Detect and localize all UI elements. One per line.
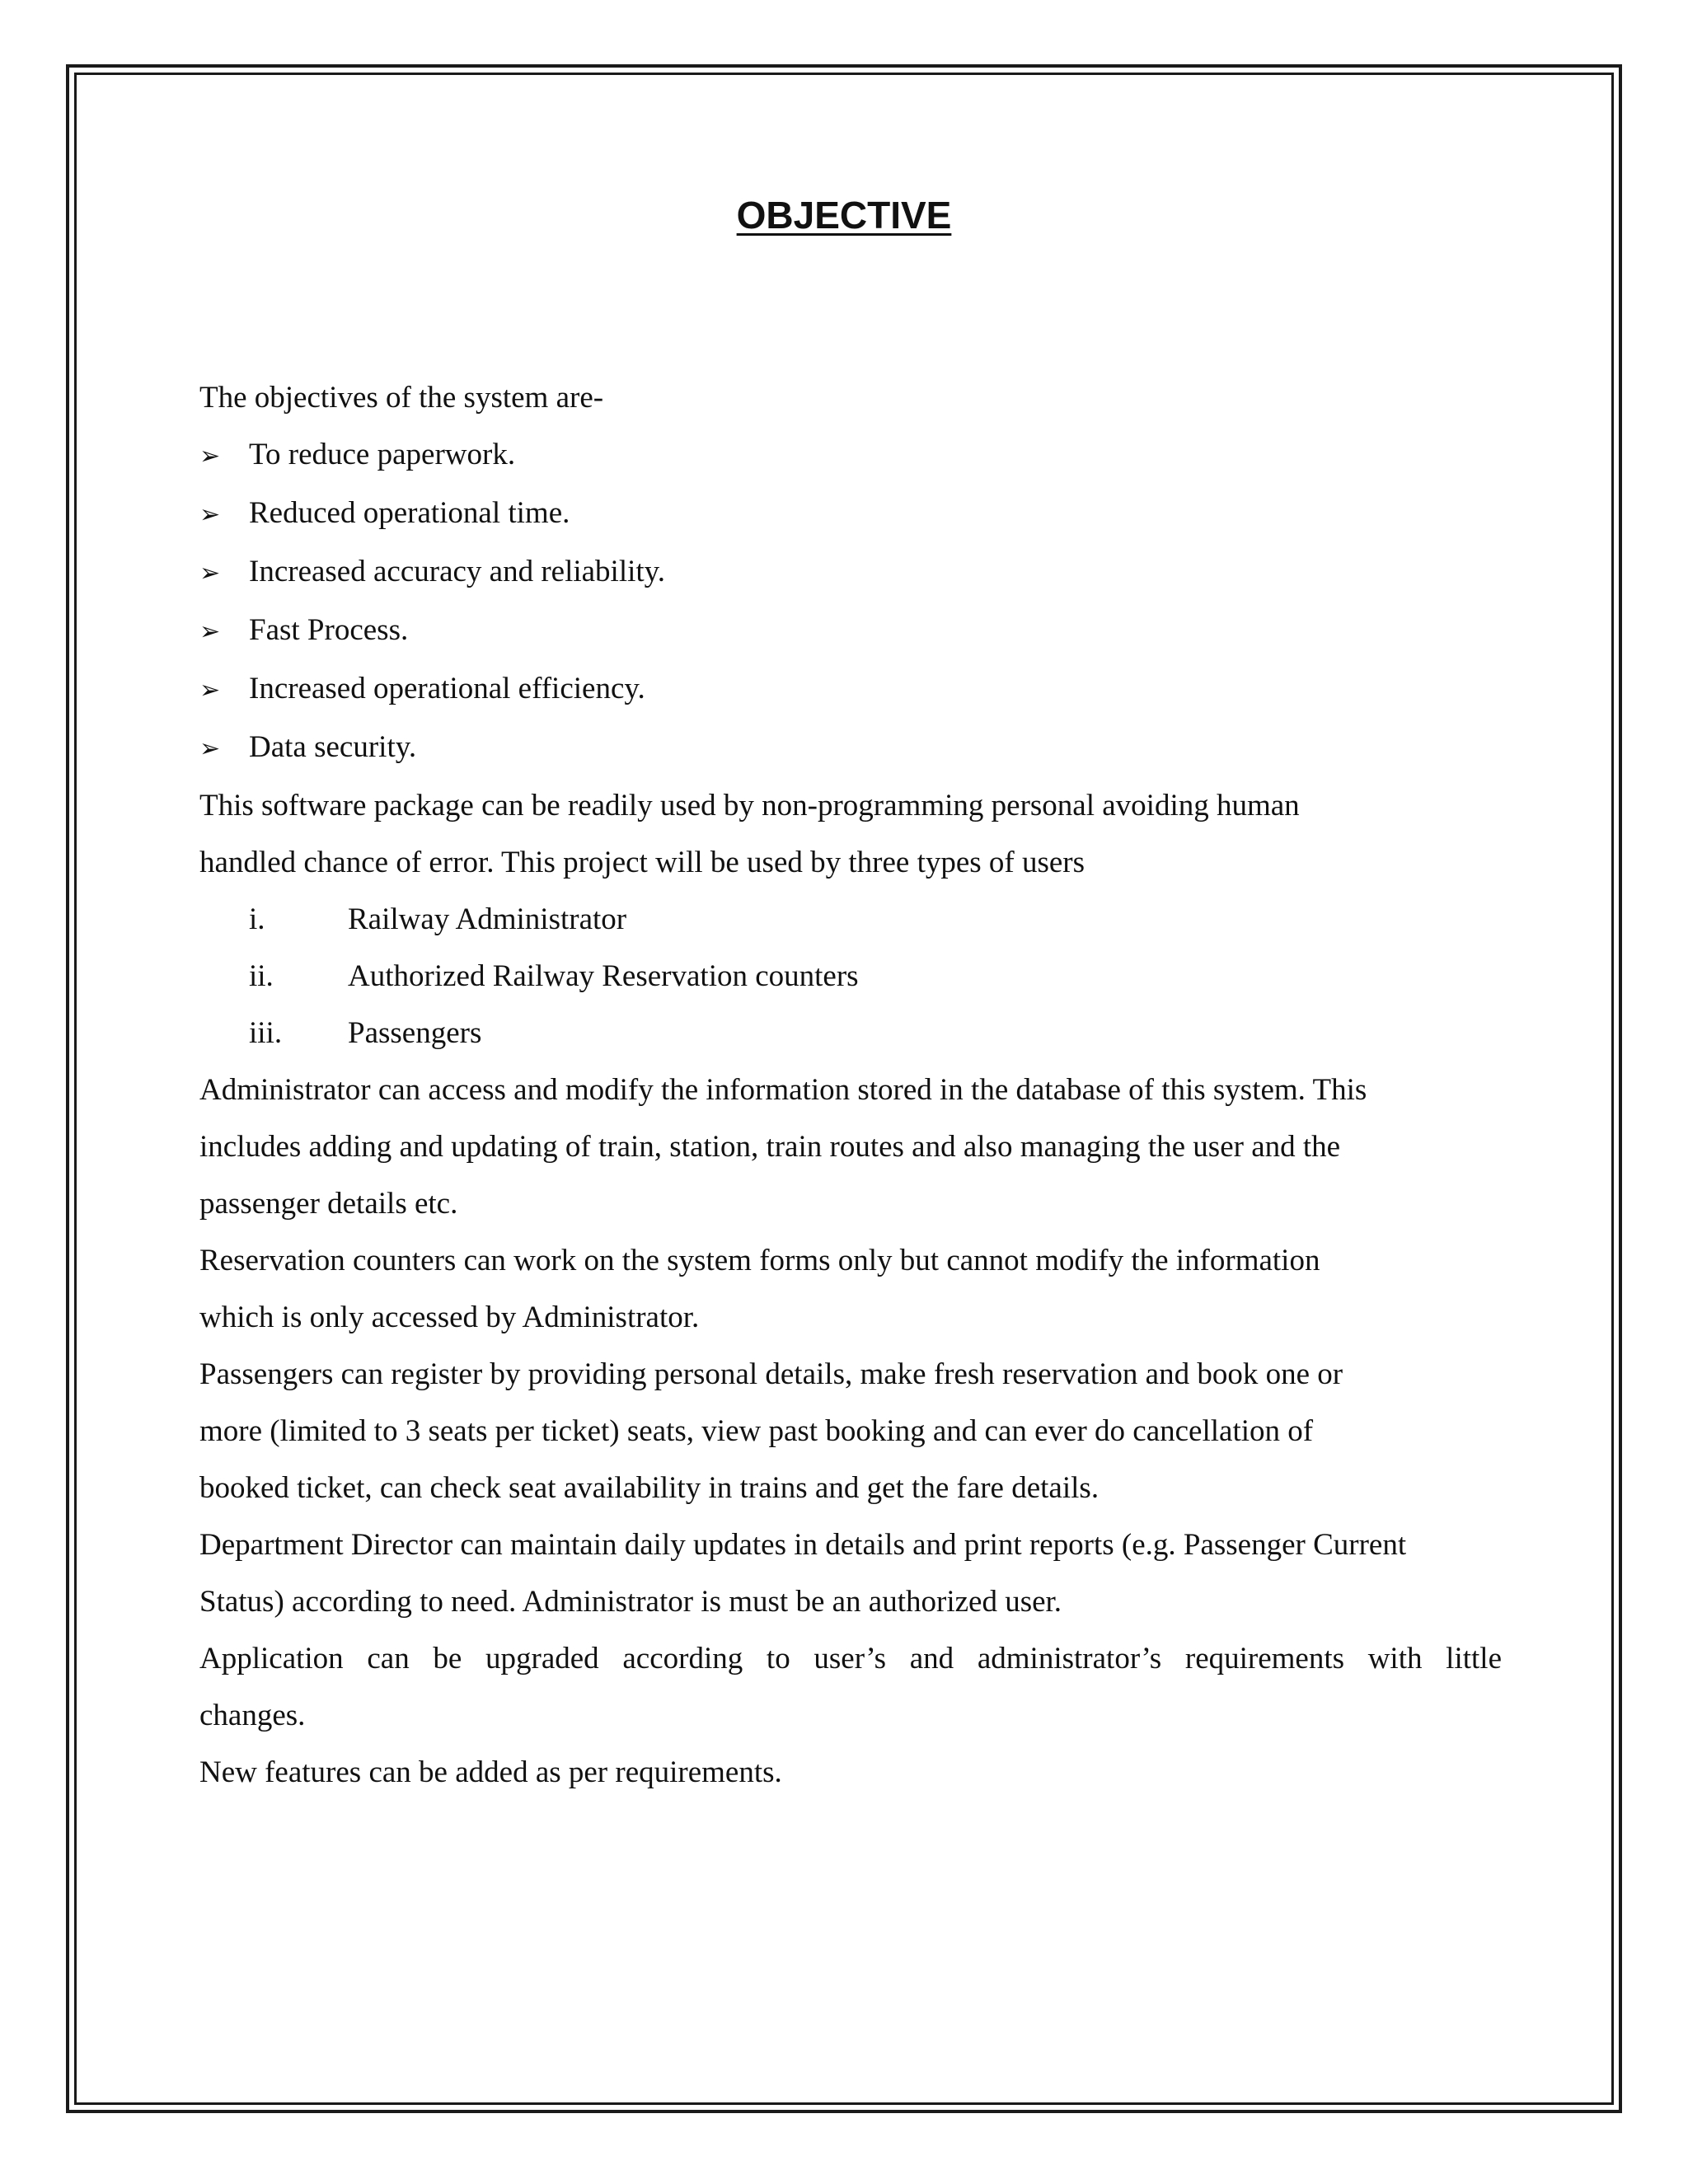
list-item bbox=[199, 543, 1502, 602]
user-type-label: Authorized Railway Reservation counters bbox=[348, 959, 859, 993]
list-item bbox=[199, 602, 1502, 660]
list-item bbox=[199, 660, 1502, 719]
paragraph-passengers-line: booked ticket, can check seat availability in trains and get the fare details. bbox=[199, 1471, 1100, 1505]
arrow-bullet-icon: ➢ bbox=[199, 676, 221, 705]
bullet-text: Fast Process. bbox=[249, 613, 409, 647]
list-item bbox=[199, 485, 1502, 543]
arrow-bullet-icon: ➢ bbox=[199, 734, 221, 763]
arrow-bullet-icon: ➢ bbox=[199, 559, 221, 588]
user-type-number: ii. bbox=[249, 959, 274, 993]
paragraph-admin-line: includes adding and updating of train, station, train routes and also managing the user and the bbox=[199, 1130, 1341, 1164]
user-type-item bbox=[199, 948, 1502, 1005]
bullet-text: Reduced operational time. bbox=[249, 496, 570, 530]
paragraph-users-line: This software package can be readily used by non-programming personal avoiding human bbox=[199, 789, 1300, 823]
paragraph-users-line: handled chance of error. This project will be used by three types of users bbox=[199, 846, 1085, 879]
bullet-text: Increased accuracy and reliability. bbox=[249, 555, 666, 588]
paragraph-admin-line: passenger details etc. bbox=[199, 1187, 458, 1221]
user-type-label: Railway Administrator bbox=[348, 902, 627, 936]
user-type-number: i. bbox=[249, 902, 265, 936]
paragraph-counters-line: which is only accessed by Administrator. bbox=[199, 1301, 700, 1334]
arrow-bullet-icon: ➢ bbox=[199, 617, 221, 646]
paragraph-features: New features can be added as per requirements. bbox=[199, 1755, 782, 1789]
intro-text: The objectives of the system are- bbox=[199, 381, 604, 415]
bullet-text: To reduce paperwork. bbox=[249, 438, 516, 471]
paragraph-director-line: Status) according to need. Administrator is must be an authorized user. bbox=[199, 1585, 1062, 1619]
user-type-item bbox=[199, 891, 1502, 948]
arrow-bullet-icon: ➢ bbox=[199, 500, 221, 529]
paragraph-passengers-line: more (limited to 3 seats per ticket) seats, view past booking and can ever do cancellation of bbox=[199, 1414, 1314, 1448]
paragraph-upgrade-line: changes. bbox=[199, 1699, 306, 1732]
arrow-bullet-icon: ➢ bbox=[199, 442, 221, 471]
user-type-item bbox=[199, 1005, 1502, 1062]
user-type-label: Passengers bbox=[348, 1016, 482, 1050]
page-title: OBJECTIVE bbox=[736, 194, 952, 237]
user-type-number: iii. bbox=[249, 1016, 283, 1050]
paragraph-director-line: Department Director can maintain daily updates in details and print reports (e.g. Passenger Current bbox=[199, 1528, 1407, 1562]
paragraph-upgrade-line: Application can be upgraded according to user’s and administrator’s requirements with little bbox=[199, 1642, 1502, 1675]
list-item bbox=[199, 426, 1502, 485]
bullet-text: Data security. bbox=[249, 730, 417, 764]
paragraph-passengers-line: Passengers can register by providing personal details, make fresh reservation and book one or bbox=[199, 1357, 1343, 1391]
bullet-text: Increased operational efficiency. bbox=[249, 672, 645, 705]
document-body bbox=[199, 369, 1502, 1801]
list-item bbox=[199, 719, 1502, 777]
paragraph-admin-line: Administrator can access and modify the information stored in the database of this system. This bbox=[199, 1073, 1367, 1107]
paragraph-counters-line: Reservation counters can work on the system forms only but cannot modify the information bbox=[199, 1244, 1320, 1277]
